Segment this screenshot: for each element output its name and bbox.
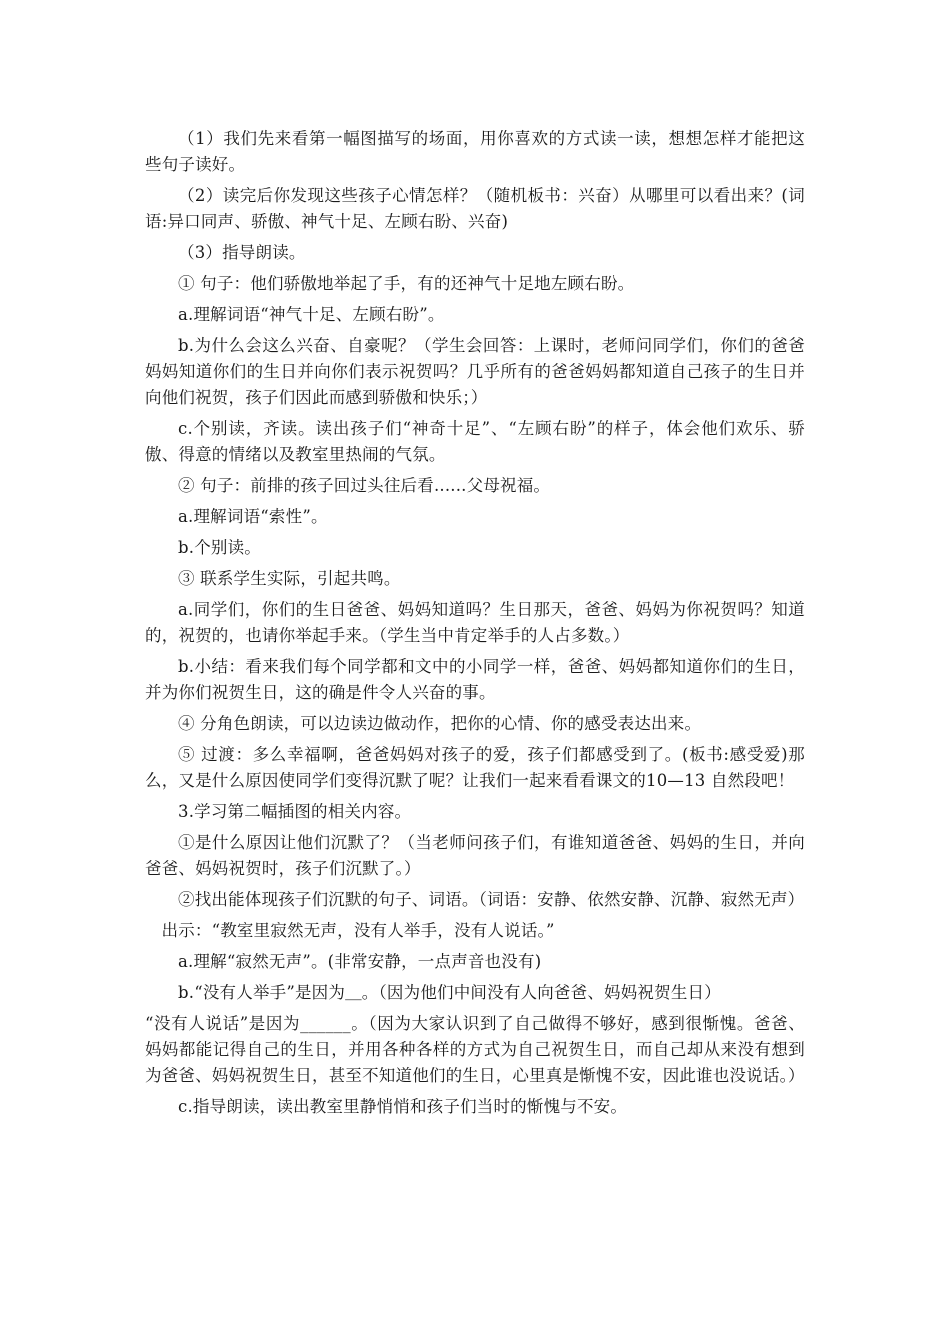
paragraph-20: a.理解“寂然无声”。(非常安静，一点声音也没有) bbox=[178, 952, 542, 971]
paragraph-10: b.个别读。 bbox=[178, 538, 262, 557]
paragraph-9: a.理解词语“索性”。 bbox=[178, 507, 328, 526]
paragraph-19: 出示：“教室里寂然无声，没有人举手，没有人说话。” bbox=[161, 921, 555, 940]
paragraph-13: b.小结：看来我们每个同学都和文中的小同学一样，爸爸、妈妈都知道你们的生日，并为你们祝贺生日，这的确是件令人兴奋的事。 bbox=[145, 657, 805, 702]
paragraph-21: b.“没有人举手”是因为＿。（因为他们中间没有人向爸爸、妈妈祝贺生日） bbox=[178, 983, 721, 1002]
paragraph-8: ② 句子：前排的孩子回过头往后看......父母祝福。 bbox=[178, 476, 551, 495]
paragraph-22: “没有人说话”是因为______。（因为大家认识到了自己做得不够好，感到很惭愧。爸爸、妈妈都能记得自己的生日，并用各种各样的方式为自己祝贺生日，而自己却从来没有想到为爸爸、妈妈祝贺生日，甚至不知道他们的生日，心里真是惭愧不安，因此谁也没说话。） bbox=[145, 1014, 805, 1085]
paragraph-4: ① 句子：他们骄傲地举起了手，有的还神气十足地左顾右盼。 bbox=[178, 274, 635, 293]
paragraph-6: b.为什么会这么兴奋、自豪呢？（学生会回答：上课时，老师问同学们，你们的爸爸妈妈知道你们的生日并向你们表示祝贺吗？几乎所有的爸爸妈妈都知道自己孩子的生日并向他们祝贺，孩子们因此而感到骄傲和快乐；） bbox=[145, 336, 805, 407]
paragraph-17: ①是什么原因让他们沉默了？（当老师问孩子们，有谁知道爸爸、妈妈的生日，并向爸爸、妈妈祝贺时，孩子们沉默了。） bbox=[145, 833, 805, 878]
paragraph-15: ⑤ 过渡：多么幸福啊，爸爸妈妈对孩子的爱，孩子们都感受到了。(板书:感受爱)那么，又是什么原因使同学们变得沉默了呢？让我们一起来看看课文的10—13 自然段吧！ bbox=[145, 745, 805, 790]
paragraph-23: c.指导朗读，读出教室里静悄悄和孩子们当时的惭愧与不安。 bbox=[178, 1097, 628, 1116]
paragraph-18: ②找出能体现孩子们沉默的句子、词语。（词语：安静、依然安静、沉静、寂然无声） bbox=[178, 890, 805, 909]
document-page bbox=[145, 126, 805, 1125]
paragraph-5: a.理解词语“神气十足、左顾右盼”。 bbox=[178, 305, 445, 324]
paragraph-16: 3.学习第二幅插图的相关内容。 bbox=[178, 802, 412, 821]
paragraph-12: a.同学们，你们的生日爸爸、妈妈知道吗？生日那天，爸爸、妈妈为你祝贺吗？知道的，祝贺的，也请你举起手来。（学生当中肯定举手的人占多数。） bbox=[145, 600, 805, 645]
paragraph-11: ③ 联系学生实际，引起共鸣。 bbox=[178, 569, 401, 588]
paragraph-14: ④ 分角色朗读，可以边读边做动作，把你的心情、你的感受表达出来。 bbox=[178, 714, 702, 733]
paragraph-1: （1）我们先来看第一幅图描写的场面，用你喜欢的方式读一读，想想怎样才能把这些句子读好。 bbox=[145, 129, 805, 174]
paragraph-2: （2）读完后你发现这些孩子心情怎样？（随机板书：兴奋）从哪里可以看出来？(词语:异口同声、骄傲、神气十足、左顾右盼、兴奋) bbox=[145, 186, 805, 231]
paragraph-7: c.个别读，齐读。读出孩子们“神奇十足”、“左顾右盼”的样子，体会他们欢乐、骄傲、得意的情绪以及教室里热闹的气氛。 bbox=[145, 419, 805, 464]
paragraph-3: （3）指导朗读。 bbox=[178, 243, 306, 262]
